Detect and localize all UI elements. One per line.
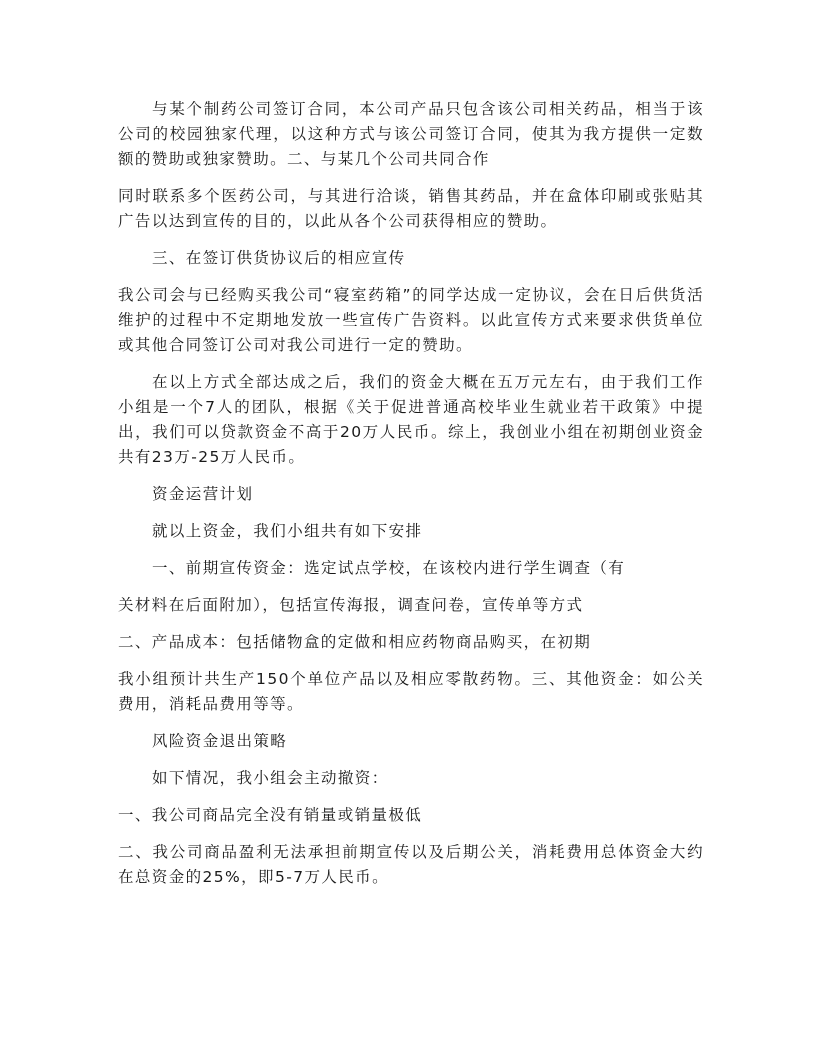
paragraph-heading-fund-operation: 资金运营计划	[152, 485, 254, 503]
paragraph-product-cost: 二、产品成本：包括储物盒的定做和相应药物商品购买，在初期	[118, 633, 592, 651]
paragraph-funding-summary: 在以上方式全部达成之后，我们的资金大概在五万元左右，由于我们工作小组是一个7人的团队，根据《关于促进普通高校毕业生就业若干政策》中提出，我们可以贷款资金不高于20万人民币。综上，我创业小组在初期创业资金共有23万-25万人民币。	[118, 373, 704, 466]
paragraph-withdraw-case-1: 一、我公司商品完全没有销量或销量极低	[118, 806, 423, 824]
paragraph-multiple-companies: 同时联系多个医药公司，与其进行洽谈，销售其药品，并在盒体印刷或张贴其广告以达到宣传的目的，以此从各个公司获得相应的赞助。	[118, 187, 704, 230]
document-body	[118, 97, 704, 902]
paragraph-arrangement-intro: 就以上资金，我们小组共有如下安排	[152, 522, 423, 540]
paragraph-promotion-funds-cont: 关材料在后面附加），包括宣传海报，调查问卷，宣传单等方式	[118, 596, 584, 614]
paragraph-promotion-funds: 一、前期宣传资金：选定试点学校，在该校内进行学生调查（有	[152, 559, 626, 577]
paragraph-dorm-medicine-box: 我公司会与已经购买我公司“寝室药箱”的同学达成一定协议，会在日后供货活维护的过程中不定期地发放一些宣传广告资料。以此宣传方式来要求供货单位或其他合同签订公司对我公司进行一定的赞助。	[118, 286, 704, 354]
paragraph-heading-supply-promotion: 三、在签订供货协议后的相应宣传	[152, 249, 406, 267]
paragraph-heading-risk-exit: 风险资金退出策略	[152, 732, 288, 750]
paragraph-product-cost-cont: 我小组预计共生产150个单位产品以及相应零散药物。三、其他资金：如公关费用，消耗品费用等等。	[118, 670, 704, 713]
paragraph-withdraw-case-2: 二、我公司商品盈利无法承担前期宣传以及后期公关，消耗费用总体资金大约在总资金的25%，即5-7万人民币。	[118, 843, 704, 886]
paragraph-withdraw-intro: 如下情况，我小组会主动撤资：	[152, 769, 389, 787]
paragraph-sponsorship-exclusive: 与某个制药公司签订合同，本公司产品只包含该公司相关药品，相当于该公司的校园独家代理，以这种方式与该公司签订合同，使其为我方提供一定数额的赞助或独家赞助。二、与某几个公司共同合作	[118, 100, 704, 168]
